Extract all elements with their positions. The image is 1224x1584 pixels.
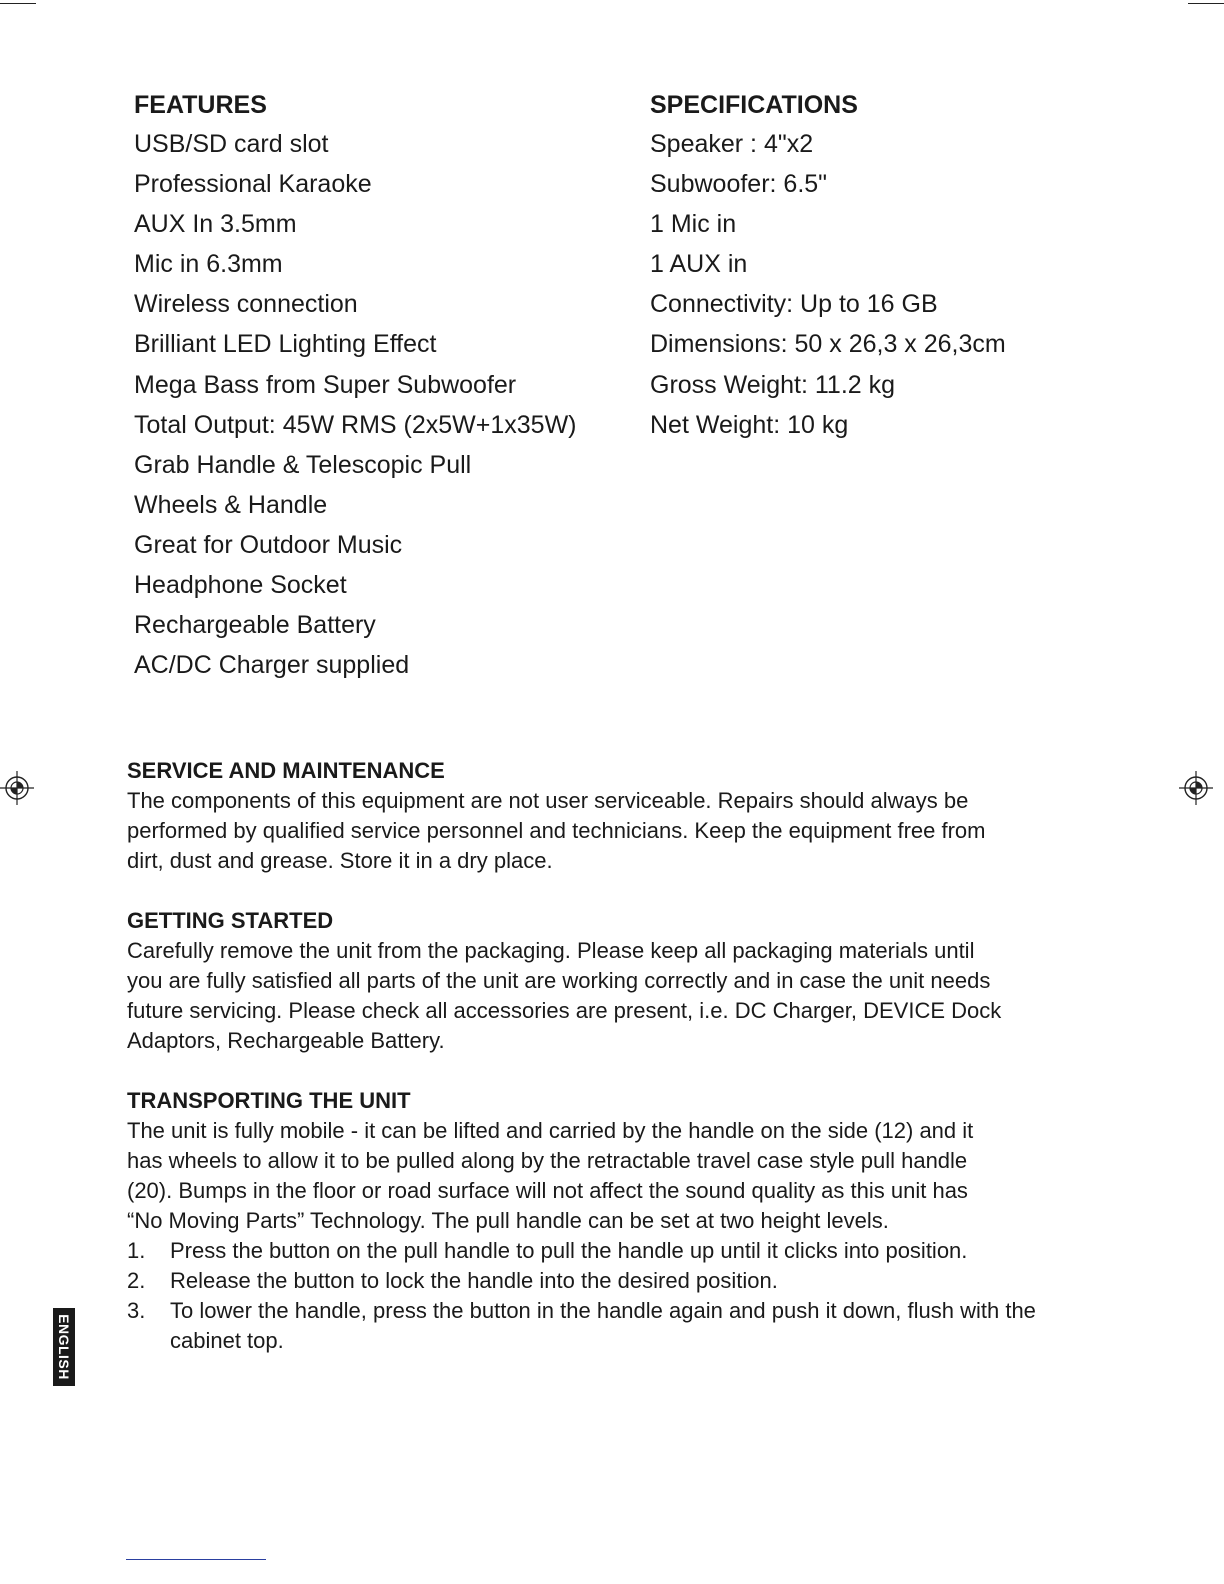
step-number: 2. [127,1268,146,1293]
service-heading: SERVICE AND MAINTENANCE [127,758,445,783]
spec-item: Subwoofer: 6.5" [650,170,828,199]
step-item [127,1296,1087,1356]
feature-item: USB/SD card slot [134,130,329,158]
step-number: 3. [127,1298,146,1323]
feature-item: Mega Bass from Super Subwoofer [134,370,517,399]
transporting-heading: TRANSPORTING THE UNIT [127,1088,411,1113]
registration-mark-icon [0,771,34,805]
features-list [134,124,634,685]
feature-item: Total Output: 45W RMS (2x5W+1x35W) [134,410,577,439]
feature-item: Wireless connection [134,290,358,319]
service-line: performed by qualified service personnel and technicians. Keep the equipment free from [127,818,986,843]
feature-item: Professional Karaoke [134,170,372,199]
getting-started-line: future servicing. Please check all accessories are present, i.e. DC Charger, DEVICE Dock [127,998,1002,1023]
feature-item: AUX In 3.5mm [134,210,297,239]
feature-item: Rechargeable Battery [134,611,376,640]
getting-started-line: Carefully remove the unit from the packaging. Please keep all packaging materials until [127,938,975,963]
getting-started-line: you are fully satisfied all parts of the unit are working correctly and in case the unit needs [127,968,991,993]
transporting-section [127,1086,1087,1356]
step-text: Release the button to lock the handle into the desired position. [170,1268,778,1293]
getting-started-heading: GETTING STARTED [127,908,334,933]
service-line: dirt, dust and grease. Store it in a dry place. [127,848,553,873]
getting-started-section [127,906,1087,1056]
specifications-column [650,88,1170,445]
specifications-heading: SPECIFICATIONS [650,91,858,119]
feature-item: Mic in 6.3mm [134,250,283,279]
spec-item: Dimensions: 50 x 26,3 x 26,3cm [650,330,1006,359]
feature-item: Wheels & Handle [134,490,328,519]
step-item [127,1236,1087,1266]
step-text: To lower the handle, press the button in the handle again and push it down, flush with the cabinet top. [170,1298,1036,1353]
language-tab-label: ENGLISH [56,1314,73,1380]
specifications-list [650,124,1170,445]
spec-item: Net Weight: 10 kg [650,410,849,439]
step-number: 1. [127,1238,146,1263]
language-tab [53,1308,75,1386]
spec-item: Gross Weight: 11.2 kg [650,370,896,399]
crop-mark-bottom [126,1559,266,1560]
spec-item: Speaker : 4"x2 [650,130,814,158]
registration-mark-icon [1179,771,1213,805]
feature-item: Headphone Socket [134,571,347,600]
getting-started-line: Adaptors, Rechargeable Battery. [127,1028,445,1053]
spec-item: 1 Mic in [650,210,737,239]
service-section [127,756,1087,876]
features-column [134,88,634,685]
step-item [127,1266,1087,1296]
transporting-line: has wheels to allow it to be pulled along by the retractable travel case style pull handle [127,1148,968,1173]
feature-item: Brilliant LED Lighting Effect [134,330,437,359]
spec-item: Connectivity: Up to 16 GB [650,290,938,319]
feature-item: Great for Outdoor Music [134,530,403,559]
step-text: Press the button on the pull handle to pull the handle up until it clicks into position. [170,1238,968,1263]
feature-item: Grab Handle & Telescopic Pull [134,450,472,479]
transporting-line: “No Moving Parts” Technology. The pull handle can be set at two height levels. [127,1208,889,1233]
features-heading: FEATURES [134,91,267,119]
crop-mark-top-left [0,3,36,4]
transporting-line: (20). Bumps in the floor or road surface will not affect the sound quality as this unit has [127,1178,968,1203]
feature-item: AC/DC Charger supplied [134,651,410,680]
transporting-steps [127,1236,1087,1356]
transporting-line: The unit is fully mobile - it can be lifted and carried by the handle on the side (12) and it [127,1118,974,1143]
spec-item: 1 AUX in [650,250,748,279]
crop-mark-top-right [1188,3,1224,4]
service-line: The components of this equipment are not user serviceable. Repairs should always be [127,788,969,813]
